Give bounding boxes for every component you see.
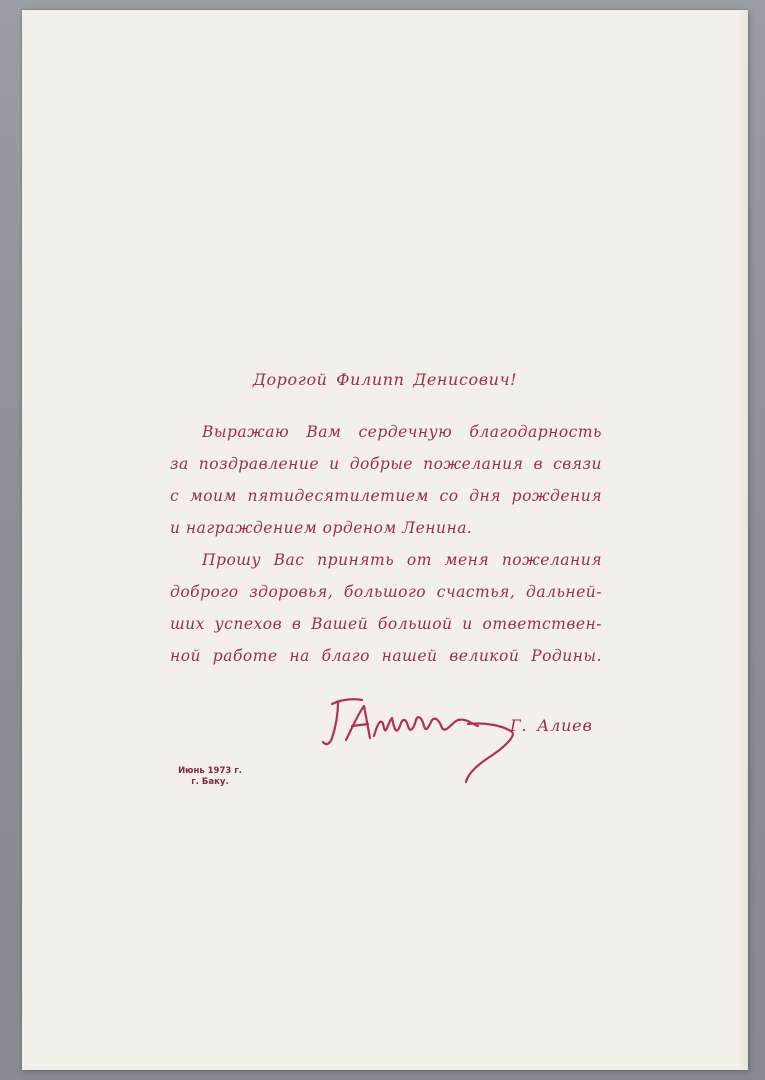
letter-sheet [22,10,748,1070]
sheet-edge-shadow [738,10,748,1070]
letter-place: г. Баку. [191,777,229,787]
signer-name: Г. Алиев [510,716,593,735]
letter-date: Июнь 1973 г. [178,766,242,776]
paragraph-2-line-3: ших успехов в Вашей большой и ответствен- [170,615,602,633]
paragraph-2-line-1: Прошу Вас принять от меня пожелания [202,551,602,569]
paragraph-2-line-4: ной работе на благо нашей великой Родины. [170,647,602,665]
paragraph-1-line-4: и награждением орденом Ленина. [170,519,473,537]
paragraph-2-line-2: доброго здоровья, большого счастья, дальней- [170,583,602,601]
paragraph-1-line-2: за поздравление и добрые пожелания в связи [170,455,602,473]
date-place-block [170,766,250,788]
paragraph-1-line-3: с моим пятидесятилетием со дня рождения [170,487,602,505]
paragraph-1-line-1: Выражаю Вам сердечную благодарность [202,423,602,441]
letter-body [170,416,602,672]
letter-salutation: Дорогой Филипп Денисович! [252,370,518,389]
handwritten-signature [318,692,538,792]
